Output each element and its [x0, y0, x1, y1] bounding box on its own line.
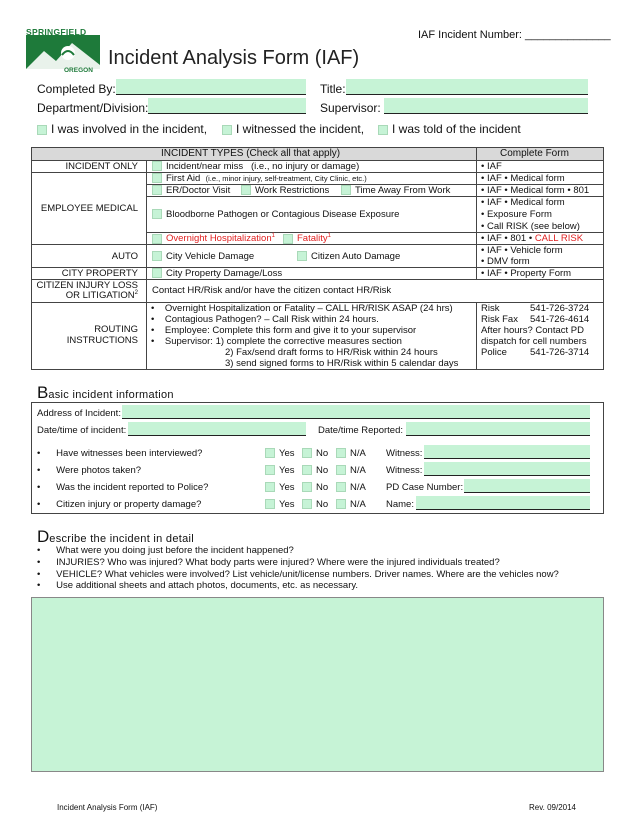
citizen-auto-label: Citizen Auto Damage — [311, 251, 401, 262]
row-label-routing-1: ROUTING — [94, 324, 138, 335]
describe-item-3: • VEHICLE? What vehicles were involved? List vehicle/unit/license numbers. Driver names. Where are the vehicles now? — [37, 569, 559, 580]
table-header-types: INCIDENT TYPES (Check all that apply) — [161, 148, 341, 159]
witnesses-no-label: No — [316, 448, 329, 459]
photos-yes-checkbox[interactable] — [265, 465, 275, 475]
citizen-injury-footnote: 2 — [134, 290, 138, 296]
time-away-option[interactable] — [341, 185, 450, 196]
police-yes-checkbox[interactable] — [265, 482, 275, 492]
citizen-yes[interactable] — [265, 499, 295, 510]
logo-top-text: SPRINGFIELD — [26, 27, 87, 37]
question-row-witnesses: • Have witnesses been interviewed? — [37, 448, 203, 459]
first-aid-label: First Aid — [166, 173, 201, 184]
overnight-footnote: 1 — [271, 233, 275, 239]
contact-risk-fax-label: Risk Fax — [481, 314, 518, 325]
involved-label: I was involved in the incident, — [51, 122, 208, 136]
time-away-checkbox[interactable] — [341, 185, 351, 195]
overnight-checkbox[interactable] — [152, 234, 162, 244]
form-bloodborne-2: • Exposure Form — [481, 209, 552, 220]
form-auto-2: • DMV form — [481, 256, 530, 267]
supervisor-label: Supervisor: — [320, 101, 381, 115]
page-title: Incident Analysis Form (IAF) — [108, 47, 360, 69]
first-aid-option[interactable] — [152, 173, 367, 184]
date-reported-field[interactable] — [406, 422, 590, 436]
completed-by-field[interactable] — [116, 79, 306, 95]
police-na-checkbox[interactable] — [336, 482, 346, 492]
witnesses-yes-label: Yes — [279, 448, 295, 459]
work-restrictions-label: Work Restrictions — [255, 185, 330, 196]
witness-2-label: Witness: — [386, 465, 423, 476]
witnessed-label: I witnessed the incident, — [236, 122, 365, 136]
question-citizen-text: Citizen injury or property damage? — [56, 499, 202, 510]
iaf-number-label: IAF Incident Number: ______________ — [418, 29, 611, 41]
witnessed-checkbox[interactable] — [222, 125, 232, 135]
question-row-citizen: • Citizen injury or property damage? — [37, 499, 202, 510]
involvement-option-involved[interactable] — [37, 122, 207, 136]
datetime-label: Date/time of incident: — [37, 425, 127, 436]
routing-sub-1: 2) Fax/send draft forms to HR/Risk within 24 hours — [225, 347, 438, 358]
near-miss-checkbox[interactable] — [152, 161, 162, 171]
title-field[interactable] — [346, 79, 588, 95]
city-property-label: City Property Damage/Loss — [166, 268, 283, 279]
citizen-yes-checkbox[interactable] — [265, 499, 275, 509]
fatality-checkbox[interactable] — [283, 234, 293, 244]
form-bloodborne-1: • IAF • Medical form — [481, 197, 565, 208]
bloodborne-label: Bloodborne Pathogen or Contagious Disease Exposure — [166, 209, 400, 220]
table-header-form: Complete Form — [500, 148, 569, 159]
told-checkbox[interactable] — [378, 125, 388, 135]
form-iaf-only: • IAF — [481, 161, 502, 172]
time-away-label: Time Away From Work — [355, 185, 451, 196]
address-field[interactable] — [122, 405, 590, 419]
photos-na-label: N/A — [350, 465, 366, 476]
routing-item-3: • Employee: Complete this form and give it to your supervisor — [151, 325, 417, 336]
fatality-label: Fatality — [297, 233, 328, 245]
question-photos-text: Were photos taken? — [56, 465, 142, 476]
city-property-option[interactable] — [152, 268, 282, 279]
form-overnight-call-risk: CALL RISK — [534, 233, 584, 244]
basic-info-heading — [37, 383, 174, 403]
describe-item-2-text: INJURIES? Who was injured? What body parts were injured? Where were the injured individuals treated? — [56, 557, 500, 568]
form-city-property: • IAF • Property Form — [481, 268, 572, 279]
witness-2-field[interactable] — [424, 462, 590, 476]
after-hours-1: After hours? Contact PD — [481, 325, 584, 336]
describe-item-3-text: VEHICLE? What vehicles were involved? List vehicle/unit/license numbers. Driver names. Where are the vehicles now? — [56, 569, 559, 580]
witnesses-yes-checkbox[interactable] — [265, 448, 275, 458]
name-label: Name: — [386, 499, 414, 510]
routing-sub-2: 3) send signed forms to HR/Risk within 5 calendar days — [225, 358, 459, 369]
contact-police-label: Police — [481, 347, 507, 358]
photos-no[interactable] — [302, 465, 328, 476]
department-field[interactable] — [148, 98, 306, 114]
citizen-no-label: No — [316, 499, 329, 510]
routing-item-4-text: Supervisor: 1) complete the corrective measures section — [164, 336, 402, 347]
citizen-no[interactable] — [302, 499, 328, 510]
routing-item-2: • Contagious Pathogen? – Call Risk within 24 hours. — [151, 314, 379, 325]
citizen-injury-instruction: Contact HR/Risk and/or have the citizen contact HR/Risk — [152, 285, 392, 296]
police-na[interactable] — [336, 482, 366, 493]
supervisor-field[interactable] — [384, 98, 588, 114]
form-auto-1: • IAF • Vehicle form — [481, 245, 563, 256]
bloodborne-checkbox[interactable] — [152, 209, 162, 219]
department-label: Department/Division: — [37, 101, 149, 115]
form-bloodborne-3: • Call RISK (see below) — [481, 221, 580, 232]
citizen-injury-2-text: OR LITIGATION — [65, 290, 135, 302]
name-field[interactable] — [416, 496, 590, 510]
completed-by-label: Completed By: — [37, 82, 116, 96]
form-overnight-a: • IAF • 801 • — [481, 233, 533, 244]
contact-risk-value: 541-726-3724 — [530, 303, 590, 314]
basic-heading-initial: B — [37, 383, 49, 402]
describe-heading — [37, 527, 194, 547]
citizen-na-label: N/A — [350, 499, 366, 510]
citizen-yes-label: Yes — [279, 499, 295, 510]
routing-item-1-text: Overnight Hospitalization or Fatality – CALL HR/RISK ASAP (24 hrs) — [164, 303, 453, 314]
police-no[interactable] — [302, 482, 328, 493]
question-row-police: • Was the incident reported to Police? — [37, 482, 209, 493]
form-first-aid: • IAF • Medical form — [481, 173, 565, 184]
witnesses-yes[interactable] — [265, 448, 295, 459]
logo-bottom-text: OREGON — [64, 67, 93, 74]
describe-heading-initial: D — [37, 527, 50, 546]
describe-textarea[interactable] — [31, 597, 604, 772]
citizen-auto-checkbox[interactable] — [297, 251, 307, 261]
after-hours-2: dispatch for cell numbers — [481, 336, 587, 347]
police-yes[interactable] — [265, 482, 295, 493]
witnesses-na-label: N/A — [350, 448, 366, 459]
row-label-auto: AUTO — [111, 251, 138, 262]
citizen-na[interactable] — [336, 499, 366, 510]
citizen-auto-option[interactable] — [297, 251, 400, 262]
police-no-checkbox[interactable] — [302, 482, 312, 492]
date-reported-label: Date/time Reported: — [318, 425, 404, 436]
er-visit-checkbox[interactable] — [152, 185, 162, 195]
photos-no-label: No — [316, 465, 329, 476]
er-visit-option[interactable] — [152, 185, 230, 196]
row-label-citizen-injury-2 — [66, 290, 138, 301]
involvement-option-witnessed[interactable] — [222, 122, 364, 136]
city-vehicle-checkbox[interactable] — [152, 251, 162, 261]
fatality-footnote: 1 — [327, 233, 331, 239]
photos-na-checkbox[interactable] — [336, 465, 346, 475]
photos-no-checkbox[interactable] — [302, 465, 312, 475]
routing-item-3-text: Employee: Complete this form and give it to your supervisor — [164, 325, 417, 336]
describe-item-4-text: Use additional sheets and attach photos, documents, etc. as necessary. — [56, 580, 359, 591]
question-police-text: Was the incident reported to Police? — [56, 482, 209, 493]
witness-1-field[interactable] — [424, 445, 590, 459]
witnesses-no[interactable] — [302, 448, 328, 459]
contact-risk-label: Risk — [481, 303, 500, 314]
routing-item-4: • Supervisor: 1) complete the corrective measures section — [151, 336, 402, 347]
first-aid-checkbox[interactable] — [152, 173, 162, 183]
incident-near-miss-option[interactable] — [152, 161, 359, 172]
city-logo — [26, 29, 100, 75]
involved-checkbox[interactable] — [37, 125, 47, 135]
title-label: Title: — [320, 82, 346, 96]
photos-na[interactable] — [336, 465, 366, 476]
datetime-field[interactable] — [128, 422, 306, 436]
form-overnight — [481, 233, 583, 244]
describe-item-1-text: What were you doing just before the incident happened? — [56, 545, 294, 556]
routing-item-2-text: Contagious Pathogen? – Call Risk within 24 hours. — [164, 314, 379, 325]
footer-right: Rev. 09/2014 — [529, 803, 576, 812]
police-na-label: N/A — [350, 482, 366, 493]
row-label-incident-only: INCIDENT ONLY — [65, 161, 138, 172]
told-label: I was told of the incident — [392, 122, 521, 136]
describe-item-2: • INJURIES? Who was injured? What body parts were injured? Where were the injured individuals treated? — [37, 557, 500, 568]
photos-yes[interactable] — [265, 465, 295, 476]
pd-case-field[interactable] — [464, 479, 590, 493]
row-label-citizen-injury-1: CITIZEN INJURY LOSS — [36, 280, 138, 291]
police-no-label: No — [316, 482, 329, 493]
witnesses-na[interactable] — [336, 448, 366, 459]
near-miss-note: (i.e., no injury or damage) — [251, 161, 360, 172]
near-miss-label: Incident/near miss — [166, 161, 244, 172]
footer-left: Incident Analysis Form (IAF) — [57, 803, 158, 812]
question-witnesses-text: Have witnesses been interviewed? — [56, 448, 203, 459]
overnight-option[interactable] — [152, 233, 275, 244]
citizen-na-checkbox[interactable] — [336, 499, 346, 509]
describe-item-1: • What were you doing just before the incident happened? — [37, 545, 294, 556]
bloodborne-option[interactable] — [152, 209, 399, 220]
city-property-checkbox[interactable] — [152, 268, 162, 278]
city-vehicle-label: City Vehicle Damage — [166, 251, 255, 262]
fatality-option[interactable] — [283, 233, 331, 244]
contact-police-value: 541-726-3714 — [530, 347, 590, 358]
pd-case-label: PD Case Number: — [386, 482, 464, 493]
overnight-label: Overnight Hospitalization — [166, 233, 272, 245]
contact-risk-fax-value: 541-726-4614 — [530, 314, 590, 325]
city-vehicle-option[interactable] — [152, 251, 254, 262]
er-visit-label: ER/Doctor Visit — [166, 185, 231, 196]
address-label: Address of Incident: — [37, 408, 121, 419]
work-restrictions-option[interactable] — [241, 185, 329, 196]
row-label-routing-2: INSTRUCTIONS — [66, 335, 138, 346]
photos-yes-label: Yes — [279, 465, 295, 476]
witnesses-no-checkbox[interactable] — [302, 448, 312, 458]
describe-item-4: • Use additional sheets and attach photos, documents, etc. as necessary. — [37, 580, 359, 591]
first-aid-note: (i.e., minor injury, self-treatment, City Clinic, etc.) — [205, 174, 367, 183]
witness-1-label: Witness: — [386, 448, 423, 459]
describe-heading-rest: escribe the incident in detail — [49, 533, 195, 545]
routing-item-1: • Overnight Hospitalization or Fatality – CALL HR/RISK ASAP (24 hrs) — [151, 303, 453, 314]
basic-heading-rest: asic incident information — [48, 389, 174, 401]
row-label-city-property: CITY PROPERTY — [61, 268, 138, 279]
work-restrictions-checkbox[interactable] — [241, 185, 251, 195]
witnesses-na-checkbox[interactable] — [336, 448, 346, 458]
question-row-photos: • Were photos taken? — [37, 465, 142, 476]
police-yes-label: Yes — [279, 482, 295, 493]
involvement-option-told[interactable] — [378, 122, 521, 136]
citizen-no-checkbox[interactable] — [302, 499, 312, 509]
row-label-employee-medical: EMPLOYEE MEDICAL — [40, 203, 138, 214]
form-er-visit: • IAF • Medical form • 801 — [481, 185, 590, 196]
